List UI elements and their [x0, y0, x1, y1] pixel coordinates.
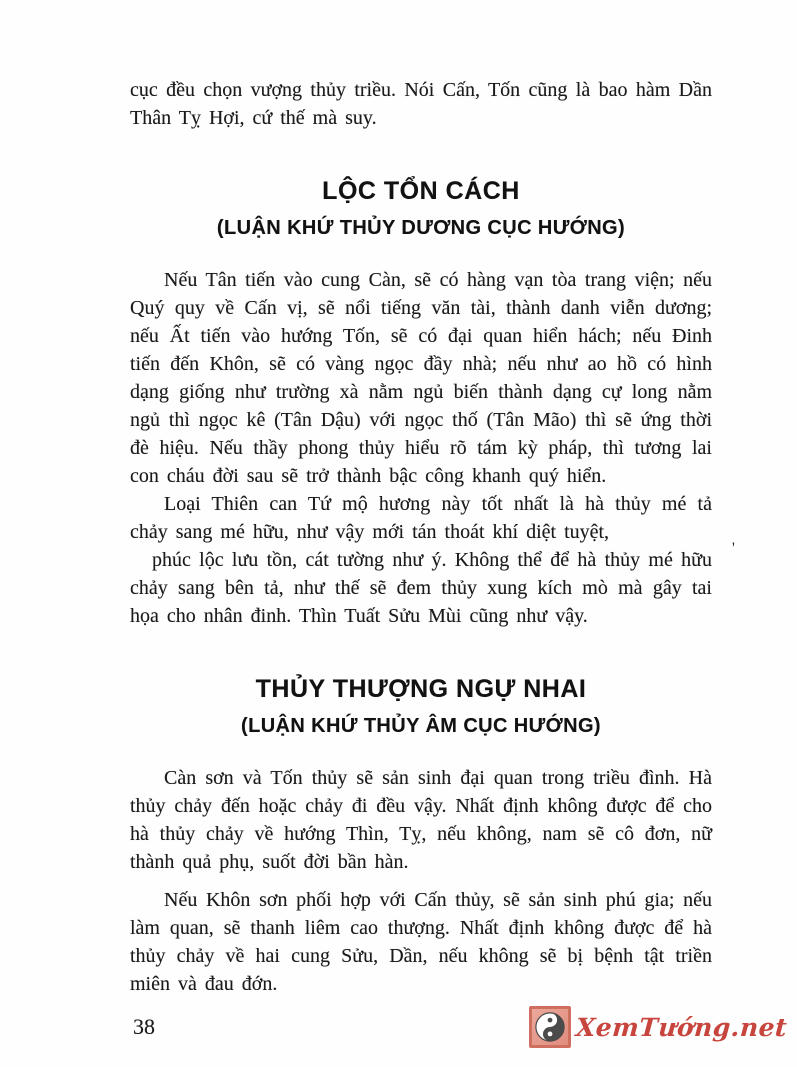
page-content	[130, 0, 712, 998]
section-2-paragraph-2: Nếu Khôn sơn phối hợp với Cấn thủy, sẽ sản sinh phú gia; nếu làm quan, sẽ thanh liêm cao thượng. Nhất định không được để hà thủy chảy về hai cung Sửu, Dần, nếu không sẽ bị bệnh tật triền miên và đau đớn.	[130, 889, 712, 995]
yin-yang-icon	[529, 1006, 571, 1048]
scan-artifact-mark: '	[732, 540, 735, 557]
page-number: 38	[133, 1014, 155, 1039]
section-2-title: THỦY THƯỢNG NGỰ NHAI	[255, 675, 587, 703]
section-1-title: LỘC TỔN CÁCH	[322, 177, 520, 205]
section-2-paragraph-1: Càn sơn và Tốn thủy sẽ sản sinh đại quan trong triều đình. Hà thủy chảy đến hoặc chảy đi đều vậy. Nhất định không được để cho hà thủy chảy về hướng Thìn, Tỵ, nếu không, nam sẽ cô đơn, nữ thành quả phụ, suốt đời bần hàn.	[130, 767, 712, 873]
section-2-subtitle: (LUẬN KHỨ THỦY ÂM CỤC HƯỚNG)	[241, 715, 601, 737]
section-1-subtitle: (LUẬN KHỨ THỦY DƯƠNG CỤC HƯỚNG)	[216, 217, 626, 239]
section-1-paragraph-2: Loại Thiên can Tứ mộ hương này tốt nhất là hà thủy mé tả chảy sang mé hữu, như vậy mới tán thoát khí diệt tuyệt,	[130, 493, 712, 543]
watermark-site-name: XemTướng.net	[574, 1012, 789, 1042]
section-1-paragraph-1: Nếu Tân tiến vào cung Càn, sẽ có hàng vạn tòa trang viện; nếu Quý quy về Cấn vị, sẽ nổi tiếng văn tài, thành danh viễn dương; nếu Ất tiến vào hướng Tốn, sẽ có đại quan hiển hách; nếu Đinh tiến đến Khôn, sẽ có vàng ngọc đầy nhà; nếu như ao hồ có hình dạng giống như trường xà nằm ngủ biến thành dạng cự long nằm ngủ thì ngọc kê (Tân Dậu) với ngọc thố (Tân Mão) thì sẽ ứng thời đè hiệu. Nếu thầy phong thủy hiểu rõ tám kỳ pháp, thì tương lai con cháu đời sau sẽ trở thành bậc công khanh quý hiển.	[130, 269, 712, 487]
watermark	[529, 1006, 787, 1048]
section-1-paragraph-3: phúc lộc lưu tồn, cát tường như ý. Không thể để hà thủy mé hữu chảy sang bên tả, như thế sẽ đem thủy xung kích mò mà gây tai họa cho nhân đinh. Thìn Tuất Sửu Mùi cũng như vậy.	[130, 549, 712, 627]
intro-paragraph: cục đều chọn vượng thủy triều. Nói Cấn, Tốn cũng là bao hàm Dần Thân Tỵ Hợi, cứ thế mà suy.	[130, 79, 712, 129]
